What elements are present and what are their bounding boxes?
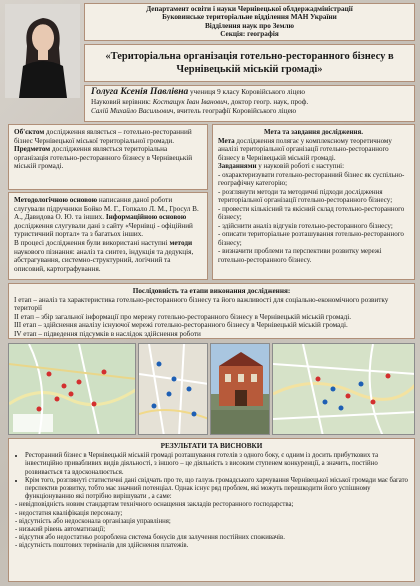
map-hotels [8, 343, 136, 435]
map-city-right [272, 343, 415, 435]
author-photo [5, 4, 80, 98]
tasks-text: у науковій роботі є наступні: [256, 162, 345, 170]
task-item: - охарактеризувати готельно-ресторанний бізнес як суспільно-географічну категорію; [218, 170, 405, 187]
header-box [84, 3, 415, 41]
header-line-1: Департамент освіти і науки Чернівецької облдержадміністрації [146, 5, 353, 13]
stages-heading: Послідовність та етапи виконання дослідження: [132, 287, 291, 295]
method-box [8, 192, 208, 280]
poster-title: «Територіальна організація готельно-ресторанного бізнесу в Чернівецькій міській громаді» [105, 51, 394, 75]
methods-text: наукового пізнання: аналіз та синтез, індукція та дедукція, абстрагування, системно-структурний, логічний та описовий, картографування. [14, 247, 194, 273]
methods-intro: В процесі дослідження були використані наступні [14, 238, 168, 247]
task-item: - описати територіальне розташування готельно-ресторанного бізнесу; [218, 230, 404, 247]
stages-box [8, 283, 415, 339]
methods-label: методи [167, 238, 193, 247]
problem-item: - відсутність поштових терміналів для здійснення платежів. [15, 542, 189, 550]
info-text: дослідження слугували дані з сайту «Чернівці - офіційний туристичний портал» та з багатьох інших. [14, 221, 193, 239]
header-line-3: Відділення наук про Землю [204, 21, 295, 30]
author-name: Голуга Ксенія Павлівна [91, 87, 189, 97]
result-item: • Крім того, розглянуті статистичні дані свідчать про те, що галузь громадського харчування Чернівецької міської громади має багато перспектив розвитку, тобто має значний потенціал. Однак існує ряд проблем, які можуть перешкодити його успішному функціонуванню які потрібно вирішувати , а саме: [25, 477, 408, 502]
task-item: - здійснити аналіз відгуків готельно-ресторанного бізнесу; [218, 221, 393, 230]
stage-item: IV етап – підведення підсумків в наслідок здійснення роботи [14, 329, 201, 338]
problem-item: - недостатня кваліфікація персоналу; [15, 509, 123, 517]
results-list [15, 452, 408, 501]
images-row [8, 343, 415, 435]
supervisor-label: Науковий керівник: [91, 97, 153, 106]
problem-item: - відсутня або недостатньо розроблена система бонусів для залучення постійних споживачів. [15, 534, 285, 542]
stage-item: III етап – здійснення аналізу існуючої мережі готельно-ресторанного бізнесу в Чернівецькій міській громаді. [14, 321, 348, 330]
problem-item: - невідповідність новим стандартам технічного оснащення закладів ресторанного господарства; [15, 501, 294, 509]
teacher-name: Салій Михайло Васильович [91, 107, 174, 115]
object-label: Об'єктом [14, 128, 45, 136]
subject-label: Предметом [14, 145, 51, 154]
task-item: - провести кількісний та якісний склад готельно-ресторанного бізнесу; [218, 204, 405, 221]
header-line-2: Буковинське територіальне відділення МАН України [162, 13, 337, 22]
problem-item: - низький рівень автоматизації; [15, 526, 106, 534]
supervisor-title: , доктор геогр. наук, проф. [227, 97, 309, 106]
author-box [84, 85, 415, 122]
method-label: Методологічною основою [14, 196, 98, 204]
method-text: написання даної роботи слугували підручники Бойко М. Г., Гопкало Л. М., Гросул В. А., Давидова О. Ю. та інших. [14, 196, 199, 222]
teacher-title: , вчитель географії Коровійського ліцею [173, 107, 297, 115]
goal-text: дослідження полягає у комплексному теоретичному аналізі територіальної організації готельно-ресторанного бізнесу в Чернівецькій міській громаді. [218, 136, 392, 162]
goals-box [212, 124, 415, 280]
task-item: - розглянути методи та методичні підходи дослідження територіальної організації готельно-ресторанного бізнесу; [218, 187, 393, 204]
results-box [8, 438, 415, 582]
stage-item: II етап – збір загальної інформації про мережу готельно-ресторанного бізнесу в Чернівецькій міській громаді. [14, 312, 352, 321]
author-role: учениця 9 класу Коровійського ліцею [188, 88, 306, 96]
goals-heading: Мета та завдання дослідження. [264, 128, 363, 136]
title-box [84, 44, 415, 82]
stage-item: I етап – аналіз та характеристика готельно-ресторанного бізнесу та його важливості для соціально-економічного розвитку території [14, 295, 389, 313]
header-line-4: Секція: географія [220, 30, 279, 39]
goal-label: Мета [218, 136, 235, 145]
object-text: дослідження являється – готельно-ресторанний бізнес Чернівецької міської територіальної громади. [14, 128, 192, 145]
problem-item: - відсутність або недосконала організація управління; [15, 517, 171, 525]
tasks-label: Завданнями [218, 162, 257, 170]
city-photo [210, 343, 270, 435]
object-box [8, 124, 208, 190]
subject-text: дослідження являється територіальна організація готельно-ресторанного бізнесу в Чернівецькій міській громаді. [14, 145, 193, 171]
results-heading: РЕЗУЛЬТАТИ ТА ВИСНОВКИ [160, 442, 263, 450]
task-item: - визначити проблеми та перспективи розвитку мережі готельно-ресторанного бізнесу. [218, 247, 382, 264]
supervisor-name: Костащук Іван Іванович [152, 97, 228, 106]
info-label: Інформаційною основою [104, 213, 187, 222]
map-restaurants [138, 343, 208, 435]
result-item: • Ресторанний бізнес в Чернівецькій міській громаді розташування готелів з одного боку, є одним із досить прибуткових та інвестиційно привабливих видів діяльності, з іншого – це діяльність з високим ступенем конкуренції, а значить, постійно розвивається та вдосконалюється. [25, 452, 408, 477]
